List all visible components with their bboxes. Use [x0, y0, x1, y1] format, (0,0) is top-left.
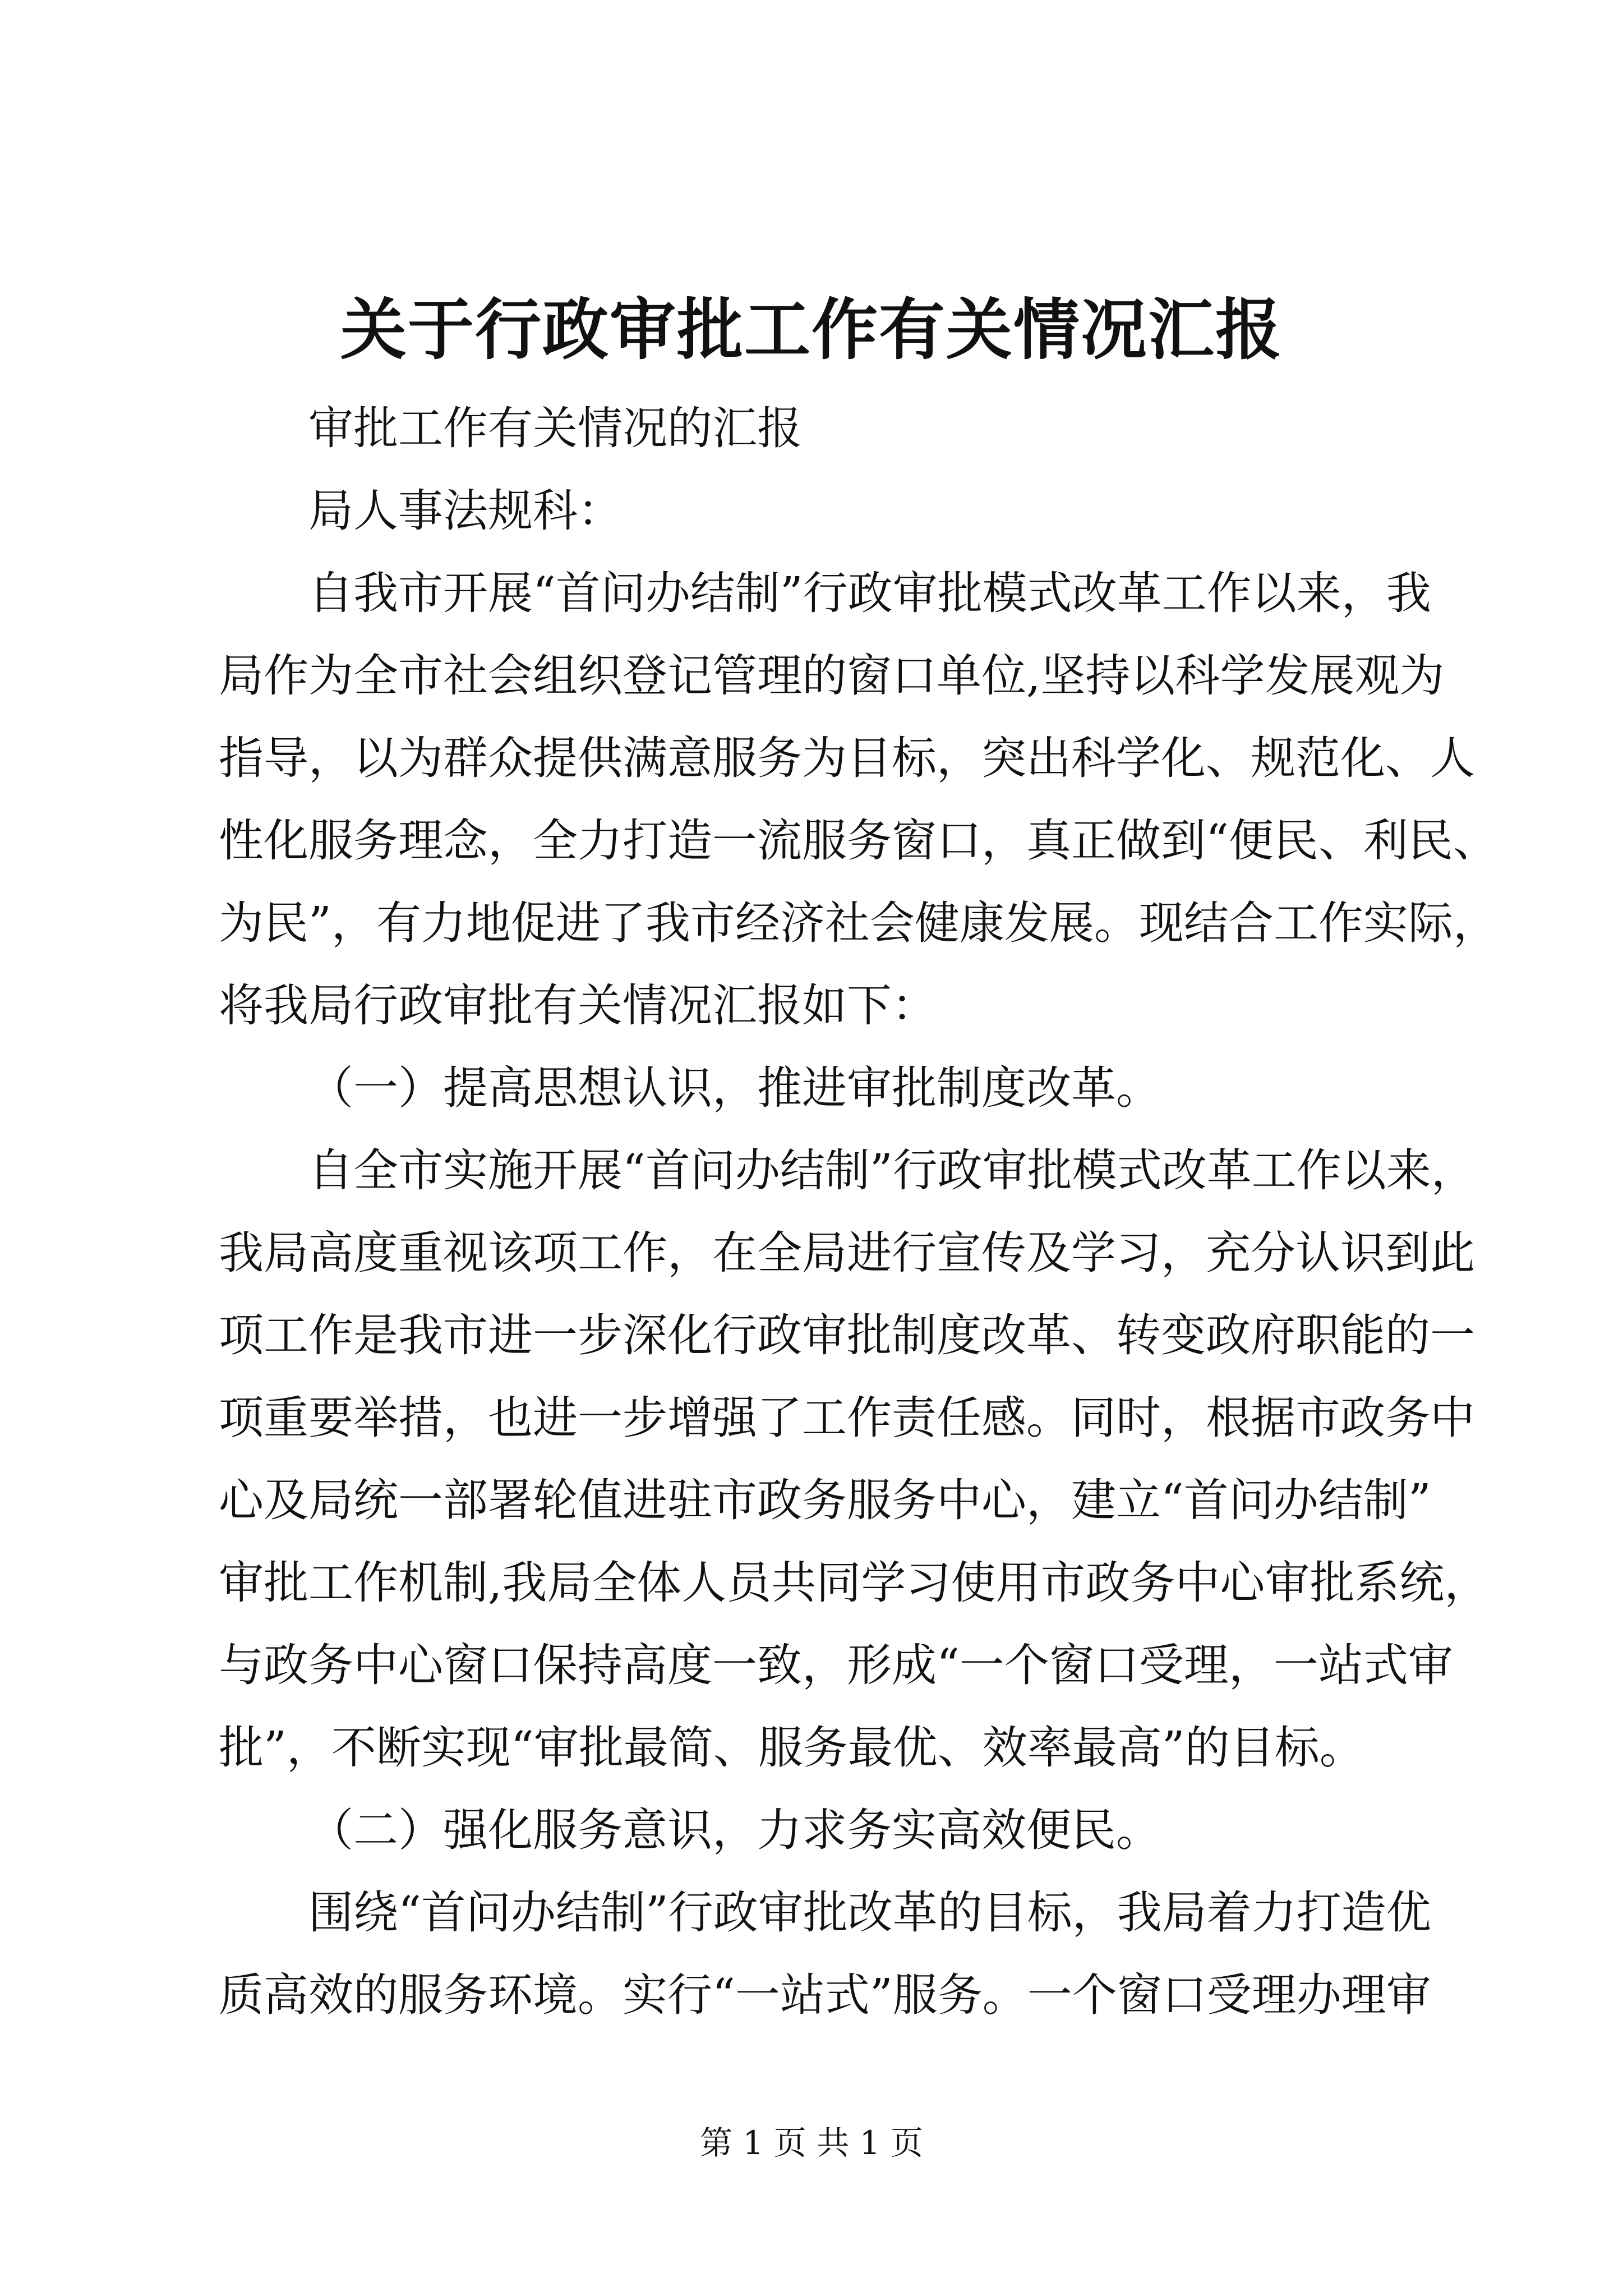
body-line-10: 自全市实施开展“首问办结制”行政审批模式改革工作以来， [308, 1144, 1476, 1197]
body-line-13: 项重要举措，也进一步增强了工作责任感。同时，根据市政务中 [219, 1392, 1475, 1444]
document-body [219, 387, 1498, 2036]
body-line-17: 批”，不断实现“审批最简、服务最优、效率最高”的目标。 [219, 1722, 1364, 1774]
body-line-16: 与政务中心窗口保持高度一致，形成“一个窗口受理，一站式审 [219, 1639, 1453, 1691]
body-line-20: 质高效的服务环境。实行“一站式”服务。一个窗口受理办理审 [219, 1969, 1431, 2021]
body-line-3: 自我市开展“首问办结制”行政审批模式改革工作以来，我 [308, 567, 1431, 619]
body-line-14: 心及局统一部署轮值进驻市政务服务中心，建立“首问办结制” [219, 1474, 1431, 1526]
body-line-4: 局作为全市社会组织登记管理的窗口单位,坚持以科学发展观为 [219, 650, 1445, 702]
body-line-7: 为民”，有力地促进了我市经济社会健康发展。现结合工作实际， [219, 897, 1498, 949]
body-line-5: 指导，以为群众提供满意服务为目标，突出科学化、规范化、人 [219, 732, 1475, 784]
body-line-12: 项工作是我市进一步深化行政审批制度改革、转变政府职能的一 [219, 1309, 1475, 1361]
body-line-19: 围绕“首问办结制”行政审批改革的目标，我局着力打造优 [308, 1887, 1431, 1939]
body-line-2: 局人事法规科： [308, 485, 623, 537]
body-line-1: 审批工作有关情况的汇报 [308, 402, 802, 454]
body-line-15: 审批工作机制,我局全体人员共同学习使用市政务中心审批系统， [219, 1557, 1490, 1609]
body-line-11: 我局高度重视该项工作，在全局进行宣传及学习，充分认识到此 [219, 1227, 1475, 1279]
section-heading-2: （二）强化服务意识，力求务实高效便民。 [308, 1804, 1161, 1856]
document-title: 关于行政审批工作有关情况汇报 [340, 291, 1283, 369]
body-line-6: 性化服务理念，全力打造一流服务窗口，真正做到“便民、利民、 [219, 815, 1498, 867]
section-heading-1: （一）提高思想认识，推进审批制度改革。 [308, 1062, 1161, 1114]
body-line-8: 将我局行政审批有关情况汇报如下： [219, 979, 937, 1032]
page-footer: 第 1 页 共 1 页 [700, 2124, 923, 2162]
